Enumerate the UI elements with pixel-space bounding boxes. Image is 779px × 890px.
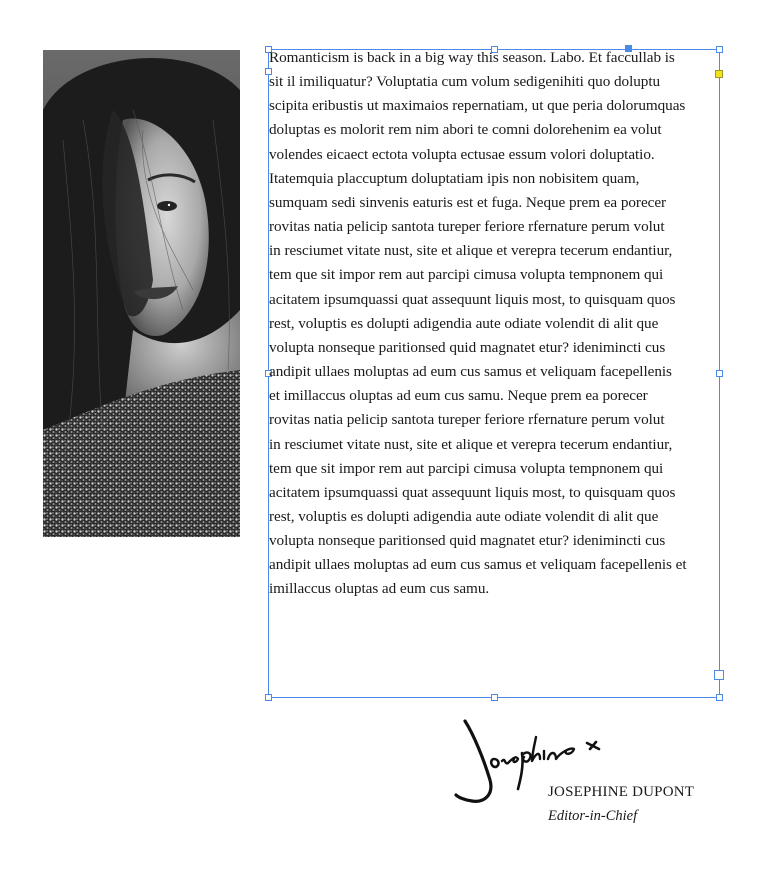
text-line: tem que sit impor rem aut parcipi cimusa volupta tempnonem qui	[269, 266, 664, 284]
resize-handle-bottom-center[interactable]	[491, 694, 498, 701]
text-line: Itatemquia placcuptum doluptatiam ipis non nobisitem quam,	[269, 169, 640, 187]
out-port-icon[interactable]	[714, 670, 724, 680]
text-line: sit il imiliquatur? Voluptatia cum volum sedigenihiti quo doluptu	[269, 73, 661, 91]
text-line: tem que sit impor rem aut parcipi cimusa volupta tempnonem qui	[269, 459, 664, 477]
article-body-text[interactable]	[269, 46, 729, 602]
text-line: volupta nonseque paritionsed quid magnatet etur? idenimincti cus	[269, 532, 666, 550]
portrait-image	[43, 50, 240, 537]
text-line: Romanticism is back in a big way this season. Labo. Et faccullab is	[269, 49, 675, 66]
text-line: acitatem ipsumquassi quat assequunt liquis most, to quisquam quos	[269, 483, 676, 501]
text-line: in resciumet vitate nust, site et alique et verepra tecerum endantiur,	[269, 435, 673, 453]
portrait-photo[interactable]	[43, 50, 240, 537]
text-line: rovitas natia pelicip santota tureper feriore rfernature perum volut	[269, 411, 665, 429]
signature-name: JOSEPHINE DUPONT	[548, 784, 695, 800]
text-line: volendes eicaect ectota volupta ectusae essum volori doluptatio.	[269, 145, 655, 163]
text-line: in resciumet vitate nust, site et alique et verepra tecerum endantiur,	[269, 242, 673, 260]
text-line: sumquam sedi sinvenis eaturis est et fuga. Neque prem ea porecer	[269, 193, 667, 211]
resize-handle-bottom-right[interactable]	[716, 694, 723, 701]
text-line: andipit ullaes moluptas ad eum cus samus et veliquam facepellenis et	[269, 556, 687, 574]
text-line: rest, voluptis es dolupti adigendia aute odiate volendit di alit que	[269, 507, 659, 525]
text-line: andipit ullaes moluptas ad eum cus samus et veliquam facepellenis	[269, 363, 672, 381]
text-line: acitatem ipsumquassi quat assequunt liquis most, to quisquam quos	[269, 290, 676, 308]
text-line: rest, voluptis es dolupti adigendia aute odiate volendit di alit que	[269, 314, 659, 332]
text-line: volupta nonseque paritionsed quid magnatet etur? idenimincti cus	[269, 338, 666, 356]
text-line: imillaccus oluptas ad eum cus samu.	[269, 580, 490, 598]
signature-title: Editor-in-Chief	[548, 808, 638, 824]
resize-handle-bottom-left[interactable]	[265, 694, 272, 701]
text-line: rovitas natia pelicip santota tureper feriore rfernature perum volut	[269, 218, 665, 236]
text-line: scipita eribustis ut maximaios repernatiam, ut que peria dolorumquas	[269, 97, 686, 115]
text-line: doluptas es molorit rem nim abori te comni dolorehenim ea volut	[269, 121, 662, 139]
text-line: et imillaccus oluptas ad eum cus samu. Neque prem ea porecer	[269, 387, 648, 405]
